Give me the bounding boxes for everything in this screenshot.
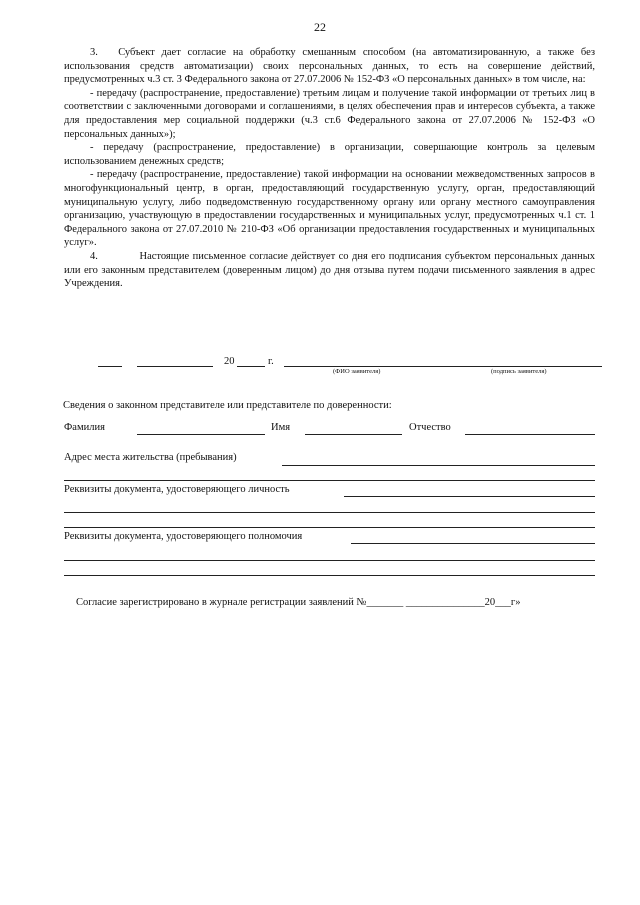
bullet-control-organizations: - передачу (распространение, предоставление) в организации, совершающие контроль за целевым использованием денежных средств; bbox=[64, 142, 595, 167]
name-label: Имя bbox=[271, 422, 291, 433]
authority-document-line[interactable] bbox=[351, 542, 595, 544]
paragraph-3: 3. Субъект дает согласие на обработку смешанным способом (на автоматизированную, а также без использования средств автоматизации) своих персональных данных, то есть на совершение действий, предусмотренных ч.3 ст. 3 Федерального закона от 27.07.2006 № 152-ФЗ «О персональных данных» в том числе, на: bbox=[64, 47, 595, 86]
id-document-line[interactable] bbox=[344, 495, 595, 497]
surname-line[interactable] bbox=[137, 433, 265, 435]
address-line-2[interactable] bbox=[64, 479, 595, 481]
separator-line bbox=[64, 526, 595, 528]
id-document-line-2[interactable] bbox=[64, 511, 595, 513]
surname-label: Фамилия bbox=[64, 422, 105, 433]
name-line[interactable] bbox=[305, 433, 402, 435]
representative-heading: Сведения о законном представителе или представителе по доверенности: bbox=[63, 400, 392, 411]
paragraph-4: 4. Настоящие письменное согласие действует со дня его подписания субъектом персональных данных или его законным представителем (доверенным лицом) до дня отзыва путем подачи письменного заявления в адрес Учреждения. bbox=[64, 250, 595, 290]
authority-document-label: Реквизиты документа, удостоверяющего полномочия bbox=[64, 531, 303, 542]
fio-caption: (ФИО заявителя) bbox=[333, 368, 381, 375]
sign-caption: (подпись заявителя) bbox=[491, 368, 547, 375]
bullet-third-parties: - передачу (распространение, предоставление) третьим лицам и получение такой информации от третьих лиц в соответствии с заключенными договорами и соглашениями, в целях обеспечения прав и интересов субъекта, а также для предоставления мер социальной поддержки (ч.3 ст.6 Федерального закона от 27.07.2006 № 152-ФЗ «О персональных данных»); bbox=[64, 87, 595, 140]
month-line[interactable] bbox=[137, 356, 213, 367]
day-line[interactable] bbox=[98, 356, 122, 367]
representative-section bbox=[64, 400, 596, 580]
year-line[interactable] bbox=[237, 356, 265, 367]
consent-text bbox=[64, 46, 595, 291]
signature-row bbox=[0, 356, 640, 380]
address-label: Адрес места жительства (пребывания) bbox=[64, 452, 237, 463]
fio-signature-line[interactable] bbox=[284, 356, 602, 367]
year-suffix: г. bbox=[268, 356, 274, 367]
authority-document-line-3[interactable] bbox=[64, 574, 595, 576]
year-prefix: 20 bbox=[224, 356, 235, 367]
page-number: 22 bbox=[314, 20, 326, 34]
registration-text: Согласие зарегистрировано в журнале регистрации заявлений №_______ _______________20___г» bbox=[76, 597, 521, 608]
patronymic-label: Отчество bbox=[409, 422, 451, 433]
address-line[interactable] bbox=[282, 464, 595, 466]
id-document-label: Реквизиты документа, удостоверяющего личность bbox=[64, 484, 290, 495]
bullet-interagency-requests: - передачу (распространение, предоставление) такой информации на основании межведомственных запросов в многофункциональный центр, в орган, предоставляющий государственную услугу, орган, предоставляющий муниципальную услугу, либо подведомственную государственному органу или органу местного самоуправления организацию, участвующую в предоставлении государственных и муниципальных услуг, предусмотренных ч.1 ст. 1 Федерального закона от 27.07.2010 № 210-ФЗ «Об организации предоставления государственных и муниципальных услуг». bbox=[64, 169, 595, 249]
authority-document-line-2[interactable] bbox=[64, 559, 595, 561]
patronymic-line[interactable] bbox=[465, 433, 595, 435]
